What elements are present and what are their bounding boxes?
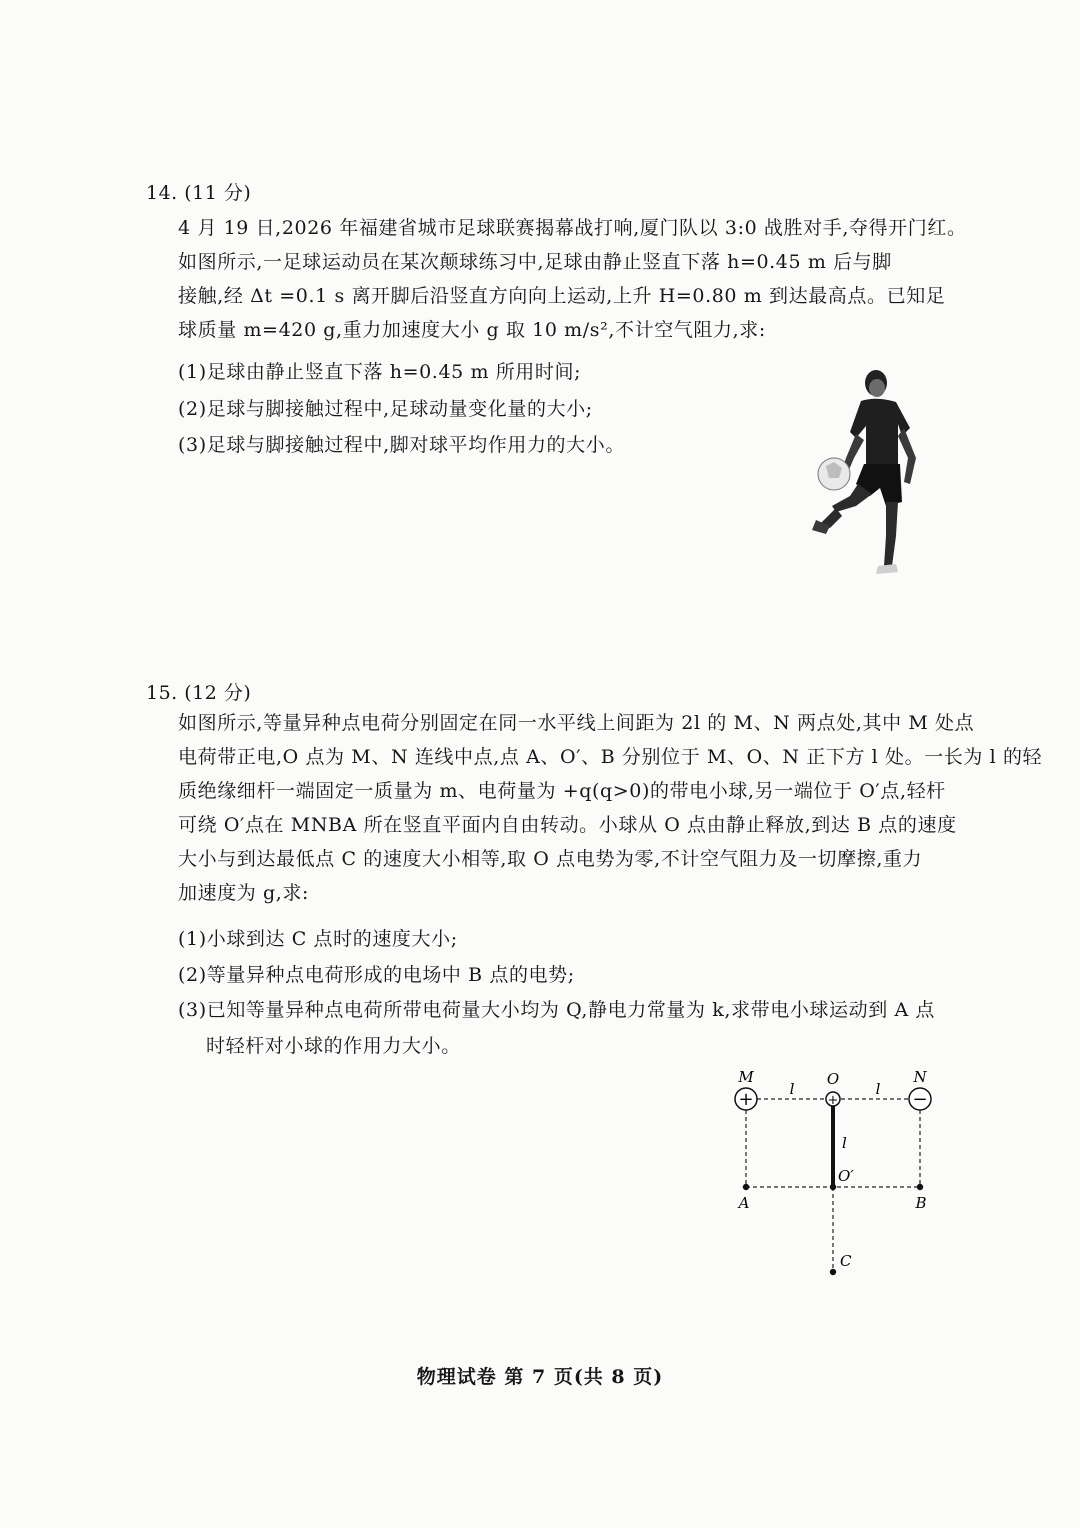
label-B: B [915,1194,927,1212]
label-l-rod: l [842,1134,847,1152]
label-C: C [840,1252,852,1270]
q15-sub-1: (1)小球到达 C 点时的速度大小; [178,928,458,950]
q15-sub-3-cont: 时轻杆对小球的作用力大小。 [206,1035,461,1057]
label-N: N [913,1068,927,1086]
minus-icon: − [912,1089,928,1110]
q14-header: 14. (11 分) [146,182,252,204]
q14-line-2: 如图所示,一足球运动员在某次颠球练习中,足球由静止竖直下落 h=0.45 m 后与脚 [178,251,892,273]
ball-plus-icon: + [827,1093,839,1108]
q14-sub-1: (1)足球由静止竖直下落 h=0.45 m 所用时间; [178,361,582,383]
q14-line-4: 球质量 m=420 g,重力加速度大小 g 取 10 m/s²,不计空气阻力,求: [178,319,766,341]
point-Oprime [830,1184,836,1190]
q14-sub-3: (3)足球与脚接触过程中,脚对球平均作用力的大小。 [178,434,625,456]
point-A [743,1184,749,1190]
label-M: M [738,1068,754,1086]
charge-diagram [720,1062,950,1296]
q15-line-2: 电荷带正电,O 点为 M、N 连线中点,点 A、O′、B 分别位于 M、O、N 正下方 l 处。一长为 l 的轻 [178,746,1043,768]
q15-sub-3: (3)已知等量异种点电荷所带电荷量大小均为 Q,静电力常量为 k,求带电小球运动到 A 点 [178,999,936,1021]
point-C [830,1269,836,1275]
q14-sub-2: (2)足球与脚接触过程中,足球动量变化量的大小; [178,398,593,420]
label-l-right: l [875,1080,881,1098]
q14-body [178,211,967,347]
football-player-figure [806,366,936,585]
q15-sub-2: (2)等量异种点电荷形成的电场中 B 点的电势; [178,964,575,986]
plus-icon: + [738,1089,754,1110]
page-footer: 物理试卷 第 7 页(共 8 页) [416,1366,664,1388]
q14-line-1: 4 月 19 日,2026 年福建省城市足球联赛揭幕战打响,厦门队以 3:0 战胜对手,夺得开门红。 [178,217,967,239]
q15-header: 15. (12 分) [146,682,252,704]
point-B [917,1184,923,1190]
q15-line-6: 加速度为 g,求: [178,882,310,904]
label-l-left: l [789,1080,795,1098]
q15-line-1: 如图所示,等量异种点电荷分别固定在同一水平线上间距为 2l 的 M、N 两点处,其中 M 处点 [178,712,975,734]
label-O: O [826,1070,840,1088]
label-A: A [738,1194,750,1212]
q15-line-3: 质绝缘细杆一端固定一质量为 m、电荷量为 +q(q>0)的带电小球,另一端位于 O′点,轻杆 [178,780,946,802]
label-Oprime: O′ [838,1167,854,1185]
q15-line-4: 可绕 O′点在 MNBA 所在竖直平面内自由转动。小球从 O 点由静止释放,到达 B 点的速度 [178,814,957,836]
q15-line-5: 大小与到达最低点 C 的速度大小相等,取 O 点电势为零,不计空气阻力及一切摩擦,重力 [178,848,923,870]
q14-line-3: 接触,经 Δt =0.1 s 离开脚后沿竖直方向向上运动,上升 H=0.80 m 到达最高点。已知足 [178,285,946,307]
q15-body [178,706,1043,910]
